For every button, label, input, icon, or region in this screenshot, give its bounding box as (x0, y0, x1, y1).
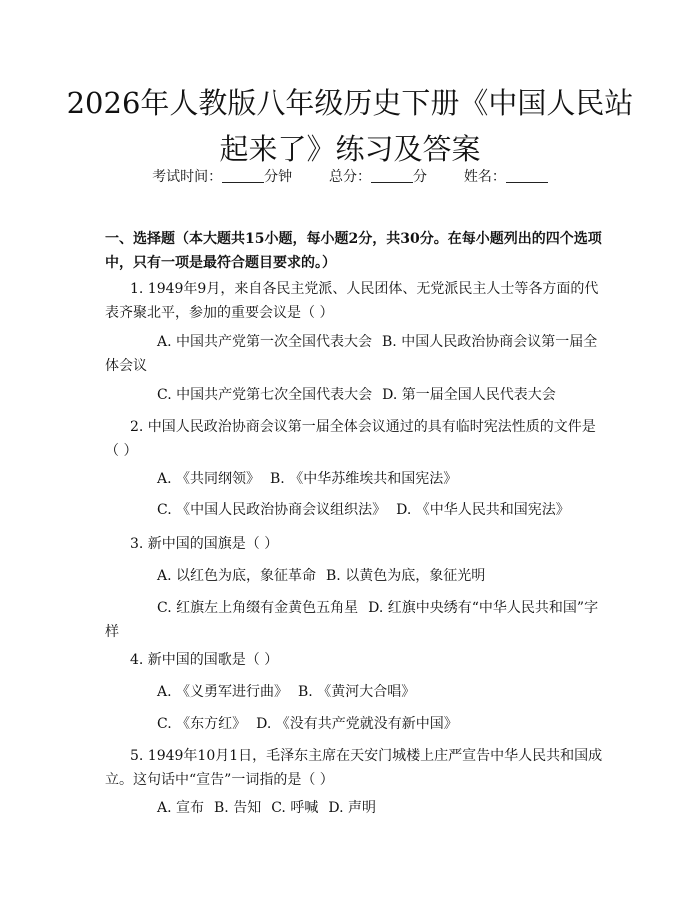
time-label: 考试时间： (152, 169, 223, 185)
question-2-options-row1 (105, 467, 605, 491)
option: B. 《中华苏维埃共和国宪法》 (270, 471, 458, 487)
question-1-stem: 1. 1949年9月，来自各民主党派、人民团体、无党派民主人士等各方面的代表齐聚北平，参加的重要会议是（ ） (105, 281, 599, 321)
question-2-options-row2 (105, 498, 605, 522)
question-1-options-row1 (105, 330, 605, 378)
question-3-stem: 3. 新中国的国旗是（ ） (130, 536, 279, 552)
option: A. 以红色为底，象征革命 (157, 568, 317, 584)
option: D. 第一届全国人民代表大会 (382, 387, 556, 403)
exam-info-line (0, 166, 700, 188)
score-blank (371, 168, 413, 183)
score-unit: 分 (413, 169, 427, 185)
option: C. 呼喊 (271, 800, 319, 816)
option: D. 红旗中央绣有“中华人民共和国”字样 (105, 600, 599, 640)
option: D. 《中华人民共和国宪法》 (396, 502, 570, 518)
time-unit: 分钟 (264, 169, 293, 185)
option: B. 《黄河大合唱》 (298, 684, 416, 700)
name-label: 姓名： (463, 169, 506, 185)
name-blank (506, 168, 548, 183)
option: D. 声明 (328, 800, 376, 816)
question-5-options-row1 (105, 796, 605, 820)
time-blank (222, 168, 264, 183)
option: A. 《义勇军进行曲》 (157, 684, 289, 700)
question-2-stem: 2. 中国人民政治协商会议第一届全体会议通过的具有临时宪法性质的文件是（ ） (105, 419, 596, 459)
page-title: 2026年人教版八年级历史下册《中国人民站起来了》练习及答案 (66, 86, 634, 166)
option: A. 宣布 (157, 800, 205, 816)
question-5-stem: 5. 1949年10月1日，毛泽东主席在天安门城楼上庄严宣告中华人民共和国成立。这句话中“宣告”一词指的是（ ） (105, 748, 603, 788)
option: C. 中国共产党第七次全国代表大会 (157, 387, 373, 403)
option: B. 告知 (214, 800, 262, 816)
option: C. 《东方红》 (157, 716, 247, 732)
option: D. 《没有共产党就没有新中国》 (256, 716, 458, 732)
question-3-options-row2 (105, 596, 605, 644)
question-1-options-row2 (105, 383, 605, 407)
option: C. 红旗左上角缀有金黄色五角星 (157, 600, 359, 616)
question-4-options-row2 (105, 712, 605, 736)
question-3-options-row1 (105, 564, 605, 588)
option: C. 《中国人民政治协商会议组织法》 (157, 502, 387, 518)
question-4-stem: 4. 新中国的国歌是（ ） (130, 652, 279, 668)
score-label: 总分： (329, 169, 371, 185)
option: A. 中国共产党第一次全国代表大会 (157, 334, 373, 350)
section-heading: 一、选择题（本大题共15小题，每小题2分，共30分。在每小题列出的四个选项中，只有一项是最符合题目要求的。） (105, 231, 602, 271)
option: B. 中国人民政治协商会议第一届全体会议 (105, 334, 598, 374)
option: B. 以黄色为底，象征光明 (326, 568, 486, 584)
option: A. 《共同纲领》 (157, 471, 261, 487)
question-4-options-row1 (105, 680, 605, 704)
